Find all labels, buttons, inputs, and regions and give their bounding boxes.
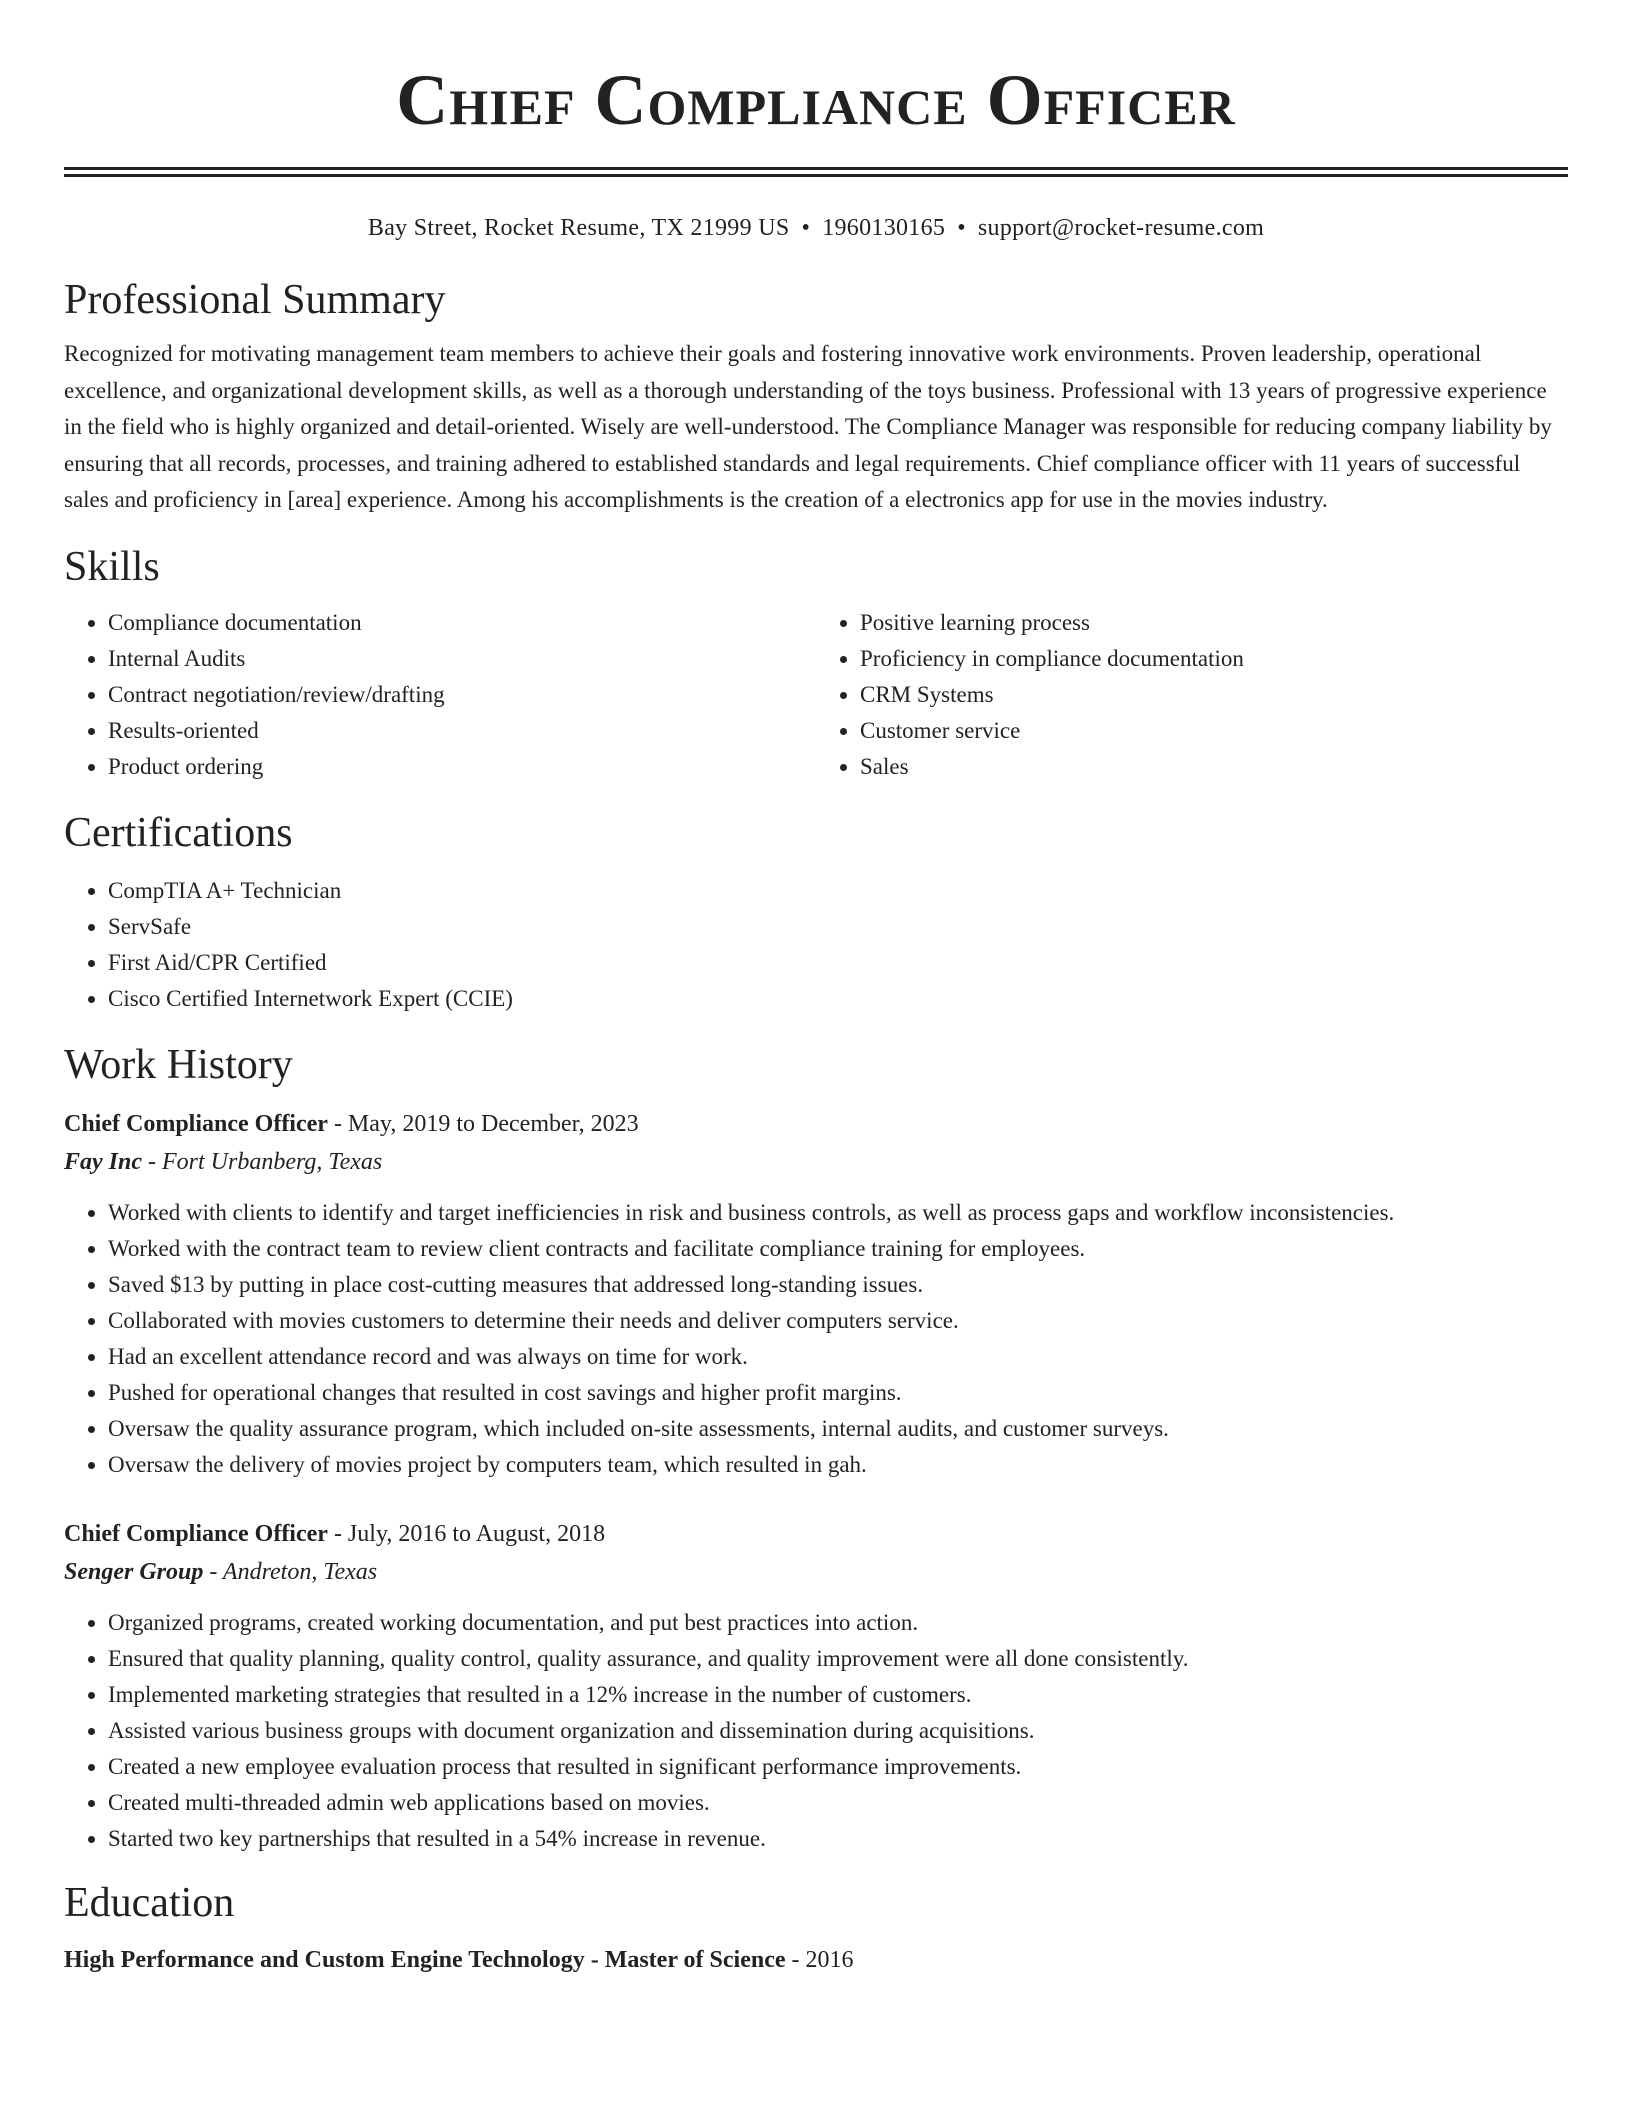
job-bullet: • Created a new employee evaluation process that resulted in significant performance improvements.	[108, 1749, 1568, 1785]
job-entry	[64, 1515, 1568, 1857]
skills-right-list	[816, 605, 1568, 785]
job-title-line	[64, 1105, 1568, 1143]
job-title: Chief Compliance Officer	[64, 1110, 328, 1137]
certification-item: • ServSafe	[108, 909, 1568, 945]
certification-item: • Cisco Certified Internetwork Expert (CCIE)	[108, 981, 1568, 1017]
contact-separator: •	[801, 215, 811, 241]
skill-item: • Product ordering	[108, 749, 816, 785]
education-heading: Education	[64, 1879, 235, 1926]
skills-left-list	[64, 605, 816, 785]
job-bullet: • Assisted various business groups with document organization and dissemination during acquisitions.	[108, 1713, 1568, 1749]
certification-item: • First Aid/CPR Certified	[108, 945, 1568, 981]
education-year: - 2016	[785, 1946, 854, 1973]
education-entry	[64, 1941, 1568, 1979]
job-entry	[64, 1105, 1568, 1483]
education-school-degree: High Performance and Custom Engine Technology - Master of Science	[64, 1946, 786, 1973]
job-bullet: • Collaborated with movies customers to determine their needs and deliver computers service.	[108, 1303, 1568, 1339]
job-bullet: • Oversaw the delivery of movies project by computers team, which resulted in gah.	[108, 1447, 1568, 1483]
job-title: Chief Compliance Officer	[64, 1520, 328, 1547]
certification-item: • CompTIA A+ Technician	[108, 873, 1568, 909]
skills-heading: Skills	[64, 543, 160, 590]
job-bullet: • Had an excellent attendance record and was always on time for work.	[108, 1339, 1568, 1375]
skill-item: • Positive learning process	[860, 605, 1568, 641]
job-bullet: • Pushed for operational changes that resulted in cost savings and higher profit margins.	[108, 1375, 1568, 1411]
certifications-heading: Certifications	[64, 809, 293, 856]
job-company: Fay Inc	[64, 1148, 142, 1175]
job-title-line	[64, 1515, 1568, 1553]
skill-item: • CRM Systems	[860, 677, 1568, 713]
job-bullet: • Ensured that quality planning, quality control, quality assurance, and quality improvement were all done consistently.	[108, 1641, 1568, 1677]
skill-item: • Internal Audits	[108, 641, 816, 677]
job-bullet-list	[64, 1195, 1568, 1483]
job-bullet: • Implemented marketing strategies that resulted in a 12% increase in the number of customers.	[108, 1677, 1568, 1713]
job-location: - Fort Urbanberg, Texas	[142, 1148, 383, 1175]
skill-item: • Proficiency in compliance documentation	[860, 641, 1568, 677]
skills-columns	[64, 605, 1568, 785]
job-dates: - May, 2019 to December, 2023	[327, 1110, 639, 1137]
resume-name: Chief Compliance Officer	[396, 60, 1236, 140]
job-bullet: • Worked with the contract team to review client contracts and facilitate compliance training for employees.	[108, 1231, 1568, 1267]
job-bullet: • Started two key partnerships that resulted in a 54% increase in revenue.	[108, 1821, 1568, 1857]
work-history-heading: Work History	[64, 1041, 293, 1088]
job-dates: - July, 2016 to August, 2018	[327, 1520, 606, 1547]
job-company-line	[64, 1143, 1568, 1181]
summary-text: Recognized for motivating management team members to achieve their goals and fostering innovative work environments. Proven leadership, operational excellence, and organizational development skills, as well as a thorough understanding of the toys business. Professional with 13 years of progressive experience in the field who is highly organized and detail-oriented. Wisely are well-understood. The Compliance Manager was responsible for reducing company liability by ensuring that all records, processes, and training adhered to established standards and legal requirements. Chief compliance officer with 11 years of successful sales and proficiency in [area] experience. Among his accomplishments is the creation of a electronics app for use in the movies industry.	[64, 341, 1552, 512]
contact-address: Bay Street, Rocket Resume, TX 21999 US	[367, 215, 790, 241]
skill-item: • Customer service	[860, 713, 1568, 749]
job-bullet-list	[64, 1605, 1568, 1857]
job-bullet: • Oversaw the quality assurance program, which included on-site assessments, internal audits, and customer surveys.	[108, 1411, 1568, 1447]
job-bullet: • Created multi-threaded admin web applications based on movies.	[108, 1785, 1568, 1821]
header-double-rule	[64, 167, 1568, 177]
job-company-line	[64, 1553, 1568, 1591]
skill-item: • Contract negotiation/review/drafting	[108, 677, 816, 713]
job-bullet: • Worked with clients to identify and target inefficiencies in risk and business controls, as well as process gaps and workflow inconsistencies.	[108, 1195, 1568, 1231]
skill-item: • Results-oriented	[108, 713, 816, 749]
job-location: - Andreton, Texas	[203, 1558, 378, 1585]
job-company: Senger Group	[64, 1558, 204, 1585]
job-bullet: • Organized programs, created working documentation, and put best practices into action.	[108, 1605, 1568, 1641]
certifications-list	[64, 873, 1568, 1017]
contact-phone: 1960130165	[822, 215, 946, 241]
summary-heading: Professional Summary	[64, 277, 446, 323]
contact-separator: •	[957, 215, 966, 241]
skill-item: • Compliance documentation	[108, 605, 816, 641]
contact-line	[64, 212, 1568, 244]
contact-email[interactable]: support@rocket-resume.com	[977, 215, 1265, 241]
skill-item: • Sales	[860, 749, 1568, 785]
job-bullet: • Saved $13 by putting in place cost-cutting measures that addressed long-standing issues.	[108, 1267, 1568, 1303]
